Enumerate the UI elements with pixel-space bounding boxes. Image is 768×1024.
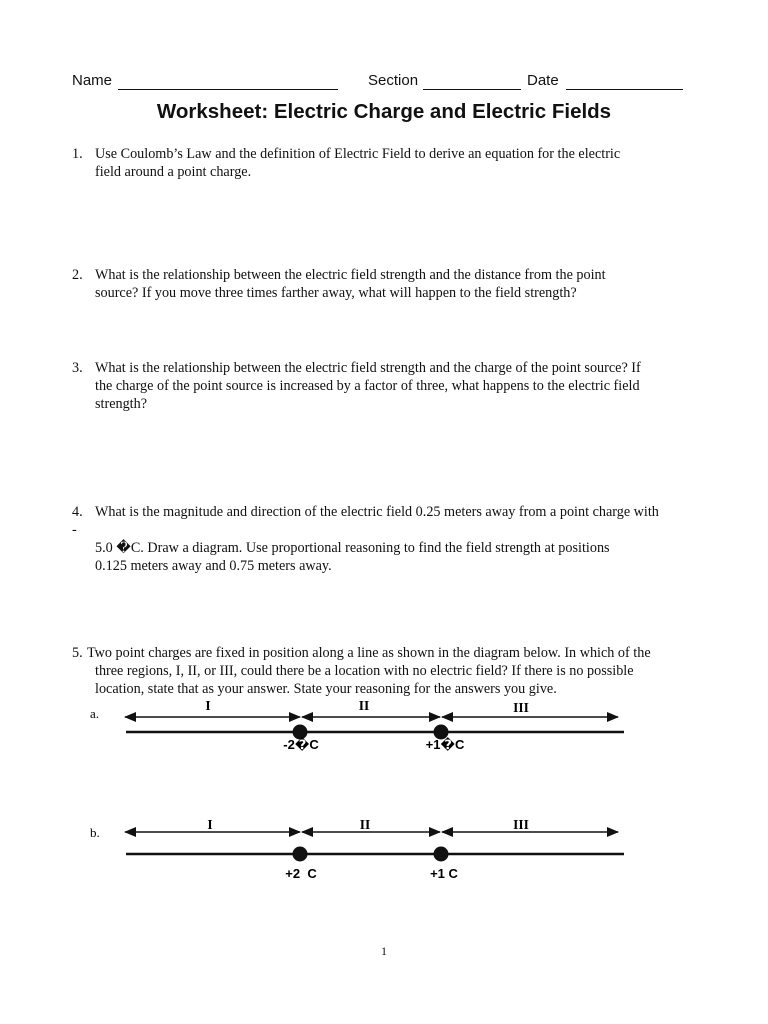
question-number: 5. xyxy=(72,645,83,661)
question-4-line-2: - xyxy=(72,522,77,538)
question-line: What is the relationship between the electric field strength and the distance from the point xyxy=(95,267,606,283)
region-i-label: I xyxy=(207,817,213,832)
question-line: the charge of the point source is increased by a factor of three, what happens to the electric field xyxy=(95,378,640,394)
question-5-line-3: location, state that as your answer. State your reasoning for the answers you give. xyxy=(95,681,557,697)
date-label: Date xyxy=(527,72,559,89)
question-4-line-3: 5.0 �C. Draw a diagram. Use proportional reasoning to find the field strength at positions xyxy=(95,540,610,556)
question-line: field around a point charge. xyxy=(95,164,252,180)
diagram-b xyxy=(0,812,768,892)
section-label: Section xyxy=(368,72,419,89)
question-line: strength? xyxy=(95,396,148,412)
question-number: 2. xyxy=(72,267,83,283)
date-field-line[interactable] xyxy=(566,89,683,90)
charge-dot xyxy=(293,847,308,862)
question-5-line-2: three regions, I, II, or III, could there be a location with no electric field? If there is no possible xyxy=(95,663,634,679)
charge-1-label: -2�C xyxy=(283,737,319,752)
question-4-line-4: 0.125 meters away and 0.75 meters away. xyxy=(95,558,332,574)
question-line: source? If you move three times farther away, what will happen to the field strength? xyxy=(95,285,577,301)
diagram-a xyxy=(0,690,768,770)
question-4-line-1: What is the magnitude and direction of the electric field 0.25 meters away from a point charge with xyxy=(95,504,659,520)
charge-1-label: +2 C xyxy=(285,866,317,881)
charge-dot xyxy=(434,847,449,862)
region-ii-label: II xyxy=(359,817,371,832)
question-number: 4. xyxy=(72,504,83,520)
worksheet-title: Worksheet: Electric Charge and Electric Fields xyxy=(156,100,612,123)
question-5-line-1: Two point charges are fixed in position along a line as shown in the diagram below. In which of the xyxy=(87,645,651,661)
name-label: Name xyxy=(72,72,113,89)
charge-2-label: +1 C xyxy=(430,866,458,881)
region-ii-label: II xyxy=(358,698,370,713)
region-iii-label: III xyxy=(513,700,529,715)
diagram-label: b. xyxy=(90,825,100,840)
section-field-line[interactable] xyxy=(423,89,521,90)
charge-2-label: +1�C xyxy=(425,737,465,752)
question-number: 1. xyxy=(72,146,83,162)
question-line: What is the relationship between the electric field strength and the charge of the point source? If xyxy=(95,360,641,376)
question-line: Use Coulomb’s Law and the definition of Electric Field to derive an equation for the electric xyxy=(95,146,621,162)
region-iii-label: III xyxy=(513,817,529,832)
diagram-label: a. xyxy=(90,706,100,721)
region-i-label: I xyxy=(205,698,211,713)
page-number: 1 xyxy=(381,944,387,958)
question-number: 3. xyxy=(72,360,83,376)
name-field-line[interactable] xyxy=(118,89,338,90)
